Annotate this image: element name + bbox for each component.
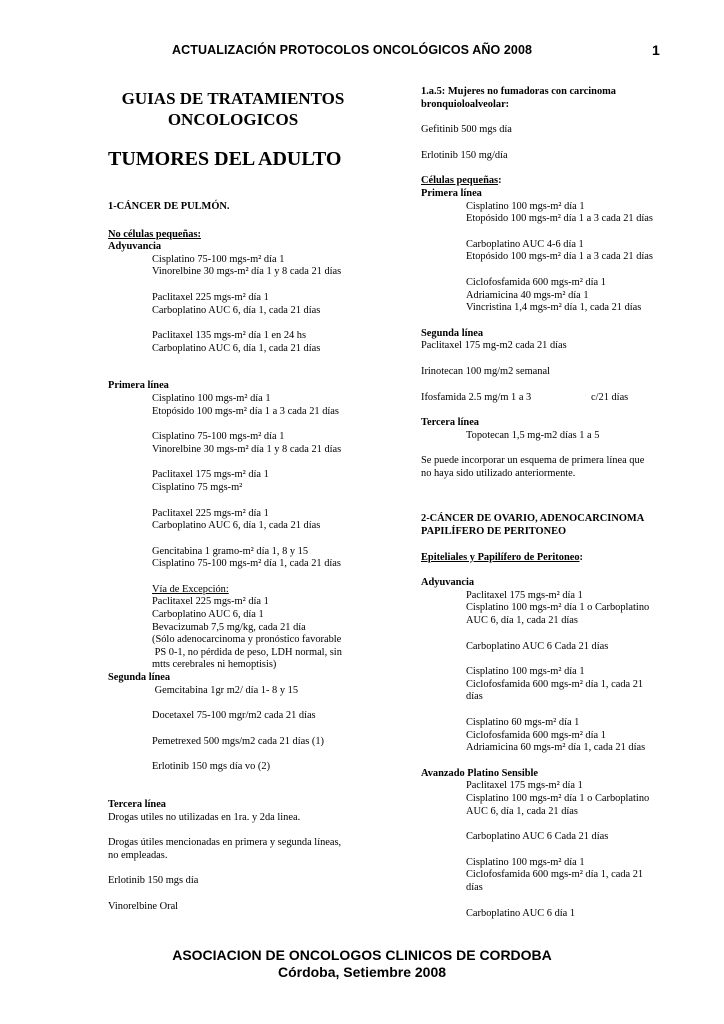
regimen-line: Paclitaxel 175 mgs-m² día 1 — [466, 589, 583, 601]
regimen-line: AUC 6, día 1, cada 21 días — [466, 805, 578, 817]
footer-organization: ASOCIACION DE ONCOLOGOS CLINICOS DE CORDOBA — [172, 947, 552, 963]
page-number: 1 — [652, 42, 660, 58]
regimen-line: Pemetrexed 500 mgs/m2 cada 21 días (1) — [152, 735, 324, 747]
regimen-line: AUC 6, día 1, cada 21 días — [466, 615, 578, 627]
regimen-line: Irinotecan 100 mg/m2 semanal — [421, 365, 550, 377]
section-heading-ovary: 2-CÁNCER DE OVARIO, ADENOCARCINOMA — [421, 513, 645, 525]
subheading-mujeres-cont: bronquioloalveolar: — [421, 98, 510, 110]
note-line: Se puede incorporar un esquema de primera línea que — [421, 455, 645, 467]
regimen-line: Ciclofosfamida 600 mgs-m² día 1, cada 21 — [466, 678, 644, 690]
label-segunda-linea: Segunda línea — [108, 672, 171, 684]
regimen-line: Cisplatino 75-100 mgs-m² día 1 — [152, 431, 285, 443]
regimen-line: Docetaxel 75-100 mgr/m2 cada 21 días — [152, 710, 316, 722]
left-column — [108, 88, 370, 914]
label-tercera-linea: Tercera línea — [108, 799, 166, 810]
regimen-line: Cisplatino 100 mgs-m² día 1 — [466, 200, 585, 212]
regimen-line: Gencitabina 1 gramo-m² día 1, 8 y 15 — [152, 545, 309, 557]
subheading-mujeres: 1.a.5: Mujeres no fumadoras con carcinoma — [421, 86, 616, 97]
regimen-text: Ifosfamida 2.5 mg/m 1 a 3 — [421, 391, 532, 403]
regimen-line: Topotecan 1,5 mg-m2 días 1 a 5 — [466, 429, 600, 441]
regimen-note: PS 0-1, no pérdida de peso, LDH normal, sin — [152, 646, 342, 658]
regimen-line: Paclitaxel 225 mgs-m² día 1 — [152, 596, 269, 608]
regimen-line: Paclitaxel 225 mgs-m² día 1 — [152, 507, 269, 519]
regimen-line: Cisplatino 60 mgs-m² día 1 — [466, 717, 580, 728]
page-header-title: ACTUALIZACIÓN PROTOCOLOS ONCOLÓGICOS AÑO 2008 — [172, 43, 533, 57]
regimen-line: Cisplatino 75-100 mgs-m² día 1 — [152, 253, 285, 265]
regimen-line: Bevacizumab 7,5 mg/kg, cada 21 día — [152, 621, 306, 633]
note-line: no haya sido utilizado anteriormente. — [421, 467, 576, 479]
regimen-line: días — [466, 881, 483, 893]
subheading-cp — [421, 175, 671, 188]
regimen-line: Ciclofosfamida 600 mgs-m² día 1, cada 21 — [466, 869, 644, 881]
right-column — [421, 86, 671, 920]
regimen-line: Etopósido 100 mgs-m² día 1 a 3 cada 21 días — [466, 213, 653, 225]
subheading-epiteliales-colon: : — [579, 551, 583, 563]
subheading-cp-text: Células pequeñas — [421, 175, 499, 187]
label-adyuvancia: Adyuvancia — [421, 577, 475, 589]
regimen-line: Adriamicina 60 mgs-m² día 1, cada 21 días — [466, 742, 646, 754]
regimen-line: Erlotinib 150 mg/día — [421, 149, 508, 161]
regimen-line: Erlotinib 150 mgs día vo (2) — [152, 761, 271, 773]
regimen-cycle: c/21 días — [591, 391, 629, 403]
regimen-line: días — [466, 691, 483, 703]
regimen-line: Gefitinib 500 mgs día — [421, 124, 512, 136]
label-segunda-linea: Segunda línea — [421, 327, 484, 339]
label-tercera-linea: Tercera línea — [421, 417, 479, 429]
regimen-line: Paclitaxel 175 mgs-m² día 1 — [152, 469, 269, 481]
regimen-line: Carboplatino AUC 6, día 1, cada 21 días — [152, 520, 321, 532]
subheading-epiteliales — [421, 552, 671, 565]
footer-date: Córdoba, Setiembre 2008 — [277, 964, 447, 980]
regimen-line: Vinorelbine 30 mgs-m² día 1 y 8 cada 21 días — [152, 443, 342, 455]
section-heading-lung: 1-CÁNCER DE PULMÓN. — [108, 201, 230, 212]
label-adyuvancia: Adyuvancia — [108, 241, 162, 253]
regimen-line: Cisplatino 100 mgs-m² día 1 — [152, 392, 271, 404]
text-line: Drogas útiles mencionadas en primera y segunda líneas, — [108, 837, 342, 849]
regimen-line: Ciclofosfamida 600 mgs-m² día 1 — [466, 729, 606, 741]
text-line: Vinorelbine Oral — [108, 900, 179, 912]
label-primera-linea: Primera línea — [421, 187, 482, 199]
subheading-cp-colon: : — [498, 175, 502, 187]
regimen-line: Carboplatino AUC 6 Cada 21 días — [466, 640, 609, 652]
doc-title-line1: GUIAS DE TRATAMIENTOS — [121, 89, 345, 108]
regimen-line: Adriamicina 40 mgs-m² día 1 — [466, 289, 589, 301]
regimen-line: Carboplatino AUC 6 Cada 21 días — [466, 831, 609, 843]
regimen-line: Paclitaxel 135 mgs-m² día 1 en 24 hs — [152, 330, 307, 342]
text-line: Drogas utiles no utilizadas en 1ra. y 2da linea. — [108, 811, 301, 823]
regimen-line: Paclitaxel 175 mgs-m² día 1 — [466, 780, 583, 792]
regimen-line: Ciclofosfamida 600 mgs-m² día 1 — [466, 276, 606, 288]
regimen-line: Cisplatino 75-100 mgs-m² día 1, cada 21 días — [152, 558, 341, 570]
regimen-line: Etopósido 100 mgs-m² día 1 a 3 cada 21 días — [466, 251, 653, 263]
doc-title — [108, 88, 358, 130]
regimen-line: Cisplatino 100 mgs-m² día 1 o Carboplatino — [466, 792, 650, 804]
regimen-line: Paclitaxel 225 mgs-m² día 1 — [152, 291, 269, 303]
regimen-note: mtts cerebrales ni hemoptisis) — [152, 659, 277, 671]
regimen-line: Cisplatino 100 mgs-m² día 1 — [466, 856, 585, 868]
regimen-line: Carboplatino AUC 6, día 1, cada 21 días — [152, 342, 321, 354]
label-via-excepcion: Vía de Excepción: — [152, 583, 229, 595]
doc-title-line2: ONCOLOGICOS — [167, 110, 299, 129]
subheading-epiteliales-text: Epiteliales y Papilífero de Peritoneo — [421, 551, 580, 563]
text-line: no empleadas. — [108, 849, 168, 861]
section-heading-ovary-cont: PAPILÍFERO DE PERITONEO — [421, 526, 567, 538]
regimen-line: Etopósido 100 mgs-m² día 1 a 3 cada 21 días — [152, 405, 339, 417]
doc-subtitle: TUMORES DEL ADULTO — [108, 148, 342, 170]
subheading-ncp: No células pequeñas: — [108, 228, 201, 240]
regimen-line: Carboplatino AUC 4-6 día 1 — [466, 238, 584, 250]
label-primera-linea: Primera línea — [108, 380, 169, 392]
regimen-line: Vinorelbine 30 mgs-m² día 1 y 8 cada 21 días — [152, 266, 342, 278]
regimen-line: Gemcitabina 1gr m2/ día 1- 8 y 15 — [152, 684, 299, 696]
regimen-line: Paclitaxel 175 mg-m2 cada 21 días — [421, 340, 567, 352]
regimen-line: Carboplatino AUC 6 día 1 — [466, 907, 576, 919]
regimen-line: Carboplatino AUC 6, día 1 — [152, 609, 264, 621]
regimen-line: Cisplatino 100 mgs-m² día 1 o Carboplatino — [466, 602, 650, 614]
regimen-line — [421, 392, 671, 405]
label-avanzado: Avanzado Platino Sensible — [421, 767, 539, 779]
regimen-line: Carboplatino AUC 6, día 1, cada 21 días — [152, 304, 321, 316]
regimen-line: Vincristina 1,4 mgs-m² día 1, cada 21 días — [466, 302, 642, 314]
text-line: Erlotinib 150 mgs día — [108, 875, 199, 887]
regimen-line: Cisplatino 75 mgs-m² — [152, 481, 243, 493]
regimen-line: Cisplatino 100 mgs-m² día 1 — [466, 666, 585, 678]
regimen-note: (Sólo adenocarcinoma y pronóstico favorable — [152, 634, 342, 646]
